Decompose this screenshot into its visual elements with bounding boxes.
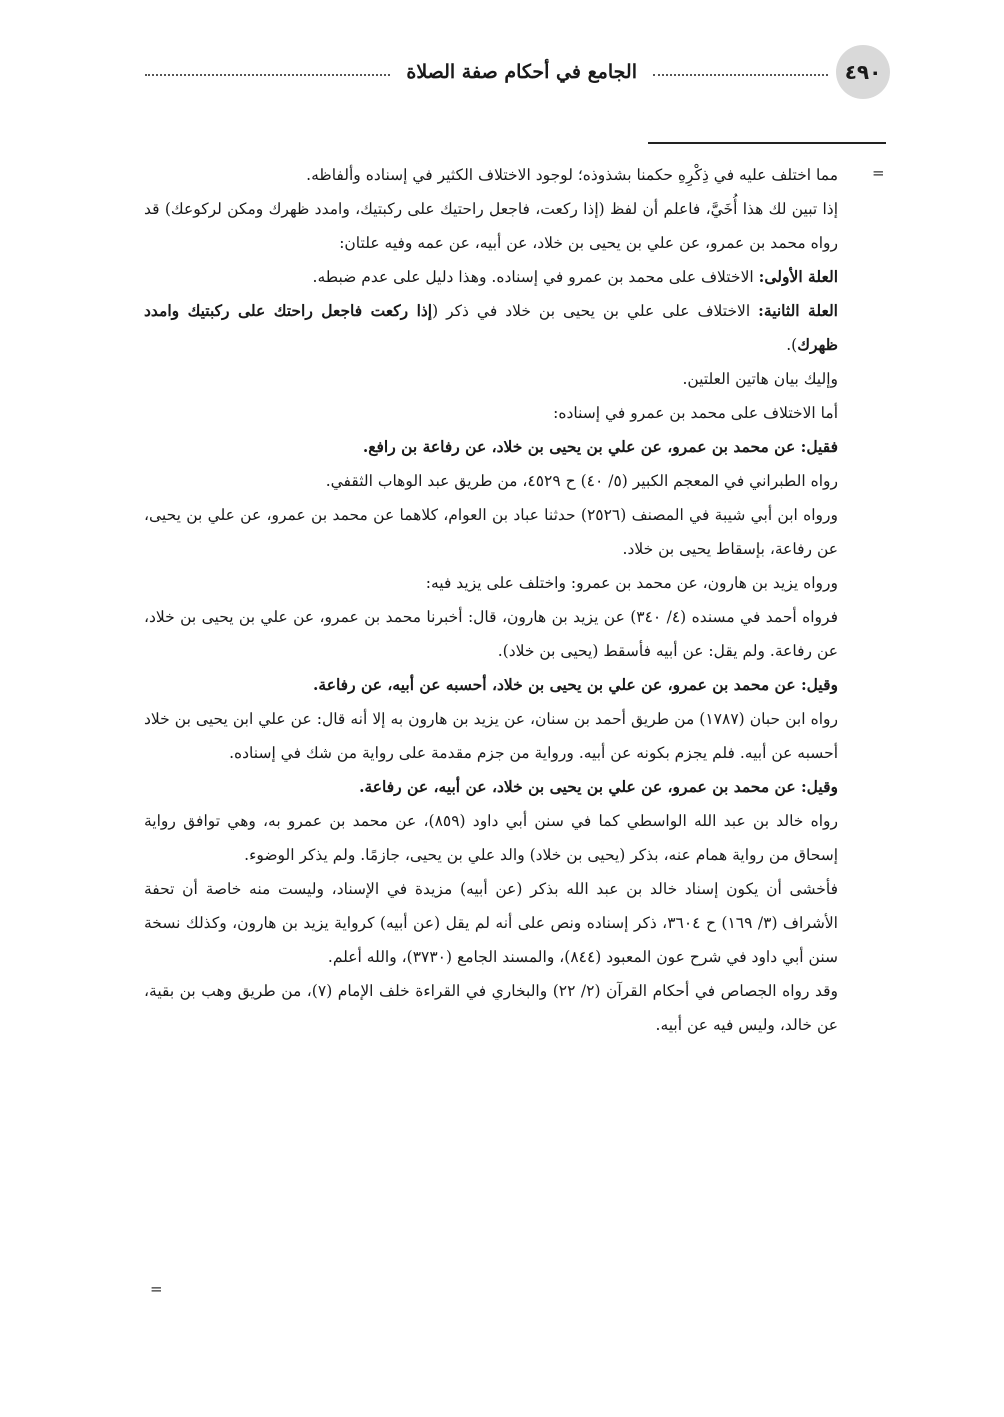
footnote-paragraph: وقد رواه الجصاص في أحكام القرآن (٢/ ٢٢) والبخاري في القراءة خلف الإمام (٧)، من طريق وهب بن بقية، عن خالد، وليس فيه عن أبيه. [144,982,838,1034]
footnote-subheading: وقيل: عن محمد بن عمرو، عن علي بن يحيى بن خلاد، عن أبيه، عن رفاعة. [359,777,838,796]
footnote-paragraph: رواه خالد بن عبد الله الواسطي كما في سنن أبي داود (٨٥٩)، عن محمد بن عمرو به، وهي توافق رواية إسحاق من رواية همام عنه، بذكر (يحيى بن خلاد) والد علي بن يحيى، جازمًا. ولم يذكر الوضوء. [144,812,838,864]
header-dotted-leader [653,74,828,76]
footnote-paragraph [144,294,838,362]
page-header [145,46,890,98]
footnote-subheading: وقيل: عن محمد بن عمرو، عن علي بن يحيى بن خلاد، أحسبه عن أبيه، عن رفاعة. [313,675,838,694]
footnote-paragraph: فرواه أحمد في مسنده (٤/ ٣٤٠) عن يزيد بن هارون، قال: أخبرنا محمد بن عمرو، عن علي بن يحيى بن خلاد، عن رفاعة. ولم يقل: عن أبيه فأسقط (يحيى بن خلاد). [144,608,838,660]
footnote-paragraph: رواه الطبراني في المعجم الكبير (٥/ ٤٠) ح ٤٥٢٩، من طريق عبد الوهاب الثقفي. [325,472,838,490]
footnote-body [144,158,838,1042]
footnote-continuation-marker: = [872,164,885,182]
footnote-paragraph [144,260,838,294]
footnote-separator-rule [648,142,886,144]
footnote-paragraph: إذا تبين لك هذا أُخَيَّ، فاعلم أن لفظ (إذا ركعت، فاجعل راحتيك على ركبتيك، وامدد ظهرك ومكن لركوعك) قد رواه محمد بن عمرو، عن علي بن يحيى بن خلاد، عن أبيه، عن عمه وفيه علتان: [144,200,838,252]
paragraph-label: العلة الثانية: [758,301,838,320]
footnote-paragraph: وإليك بيان هاتين العلتين. [682,370,838,388]
footnote-subheading: فقيل: عن محمد بن عمرو، عن علي بن يحيى بن خلاد، عن رفاعة بن رافع. [362,437,838,456]
footnote-paragraph: فأخشى أن يكون إسناد خالد بن عبد الله بذكر (عن أبيه) مزيدة في الإسناد، وليست منه خاصة أن تحفة الأشراف (٣/ ١٦٩) ح ٣٦٠٤، ذكر إسناده ونص على أنه لم يقل (عن أبيه) كرواية يزيد بن هارون، وكذلك نسخة سنن أبي داود في شرح عون المعبود (٨٤٤)، والمسند الجامع (٣٧٣٠)، والله أعلم. [144,880,838,966]
paragraph-tail: ). [786,336,798,354]
book-title: الجامع في أحكام صفة الصلاة [406,61,637,83]
paragraph-quote: إذا ركعت فاجعل راحتك على ركبتيك وامدد ظهرك [144,301,838,354]
paragraph-text: الاختلاف على محمد بن عمرو في إسناده. وهذا دليل على عدم ضبطه. [312,268,759,286]
footnote-paragraph: أما الاختلاف على محمد بن عمرو في إسناده: [553,404,838,422]
footnote-continuation-marker: = [150,1280,163,1298]
page-number: ٤٩٠ [836,45,890,99]
footnote-paragraph: مما اختلف عليه في ذِكْرِهِ حكمنا بشذوذه؛ لوجود الاختلاف الكثير في إسناده وألفاظه. [306,166,838,184]
footnote-paragraph: رواه ابن حبان (١٧٨٧) من طريق أحمد بن سنان، عن يزيد بن هارون به إلا أنه قال: عن علي ابن يحيى بن خلاد أحسبه عن أبيه. فلم يجزم بكونه عن أبيه. ورواية من جزم مقدمة على رواية من شك في إسناده. [144,710,838,762]
paragraph-text: الاختلاف على علي بن يحيى بن خلاد في ذكر ( [432,302,759,320]
footnote-paragraph: ورواه ابن أبي شيبة في المصنف (٢٥٢٦) حدثنا عباد بن العوام، كلاهما عن محمد بن عمرو، عن علي بن يحيى، عن رفاعة، بإسقاط يحيى بن خلاد. [144,506,838,558]
paragraph-label: العلة الأولى: [758,267,838,286]
header-dotted-leader [145,74,390,76]
footnote-paragraph: ورواه يزيد بن هارون، عن محمد بن عمرو: واختلف على يزيد فيه: [425,574,838,592]
